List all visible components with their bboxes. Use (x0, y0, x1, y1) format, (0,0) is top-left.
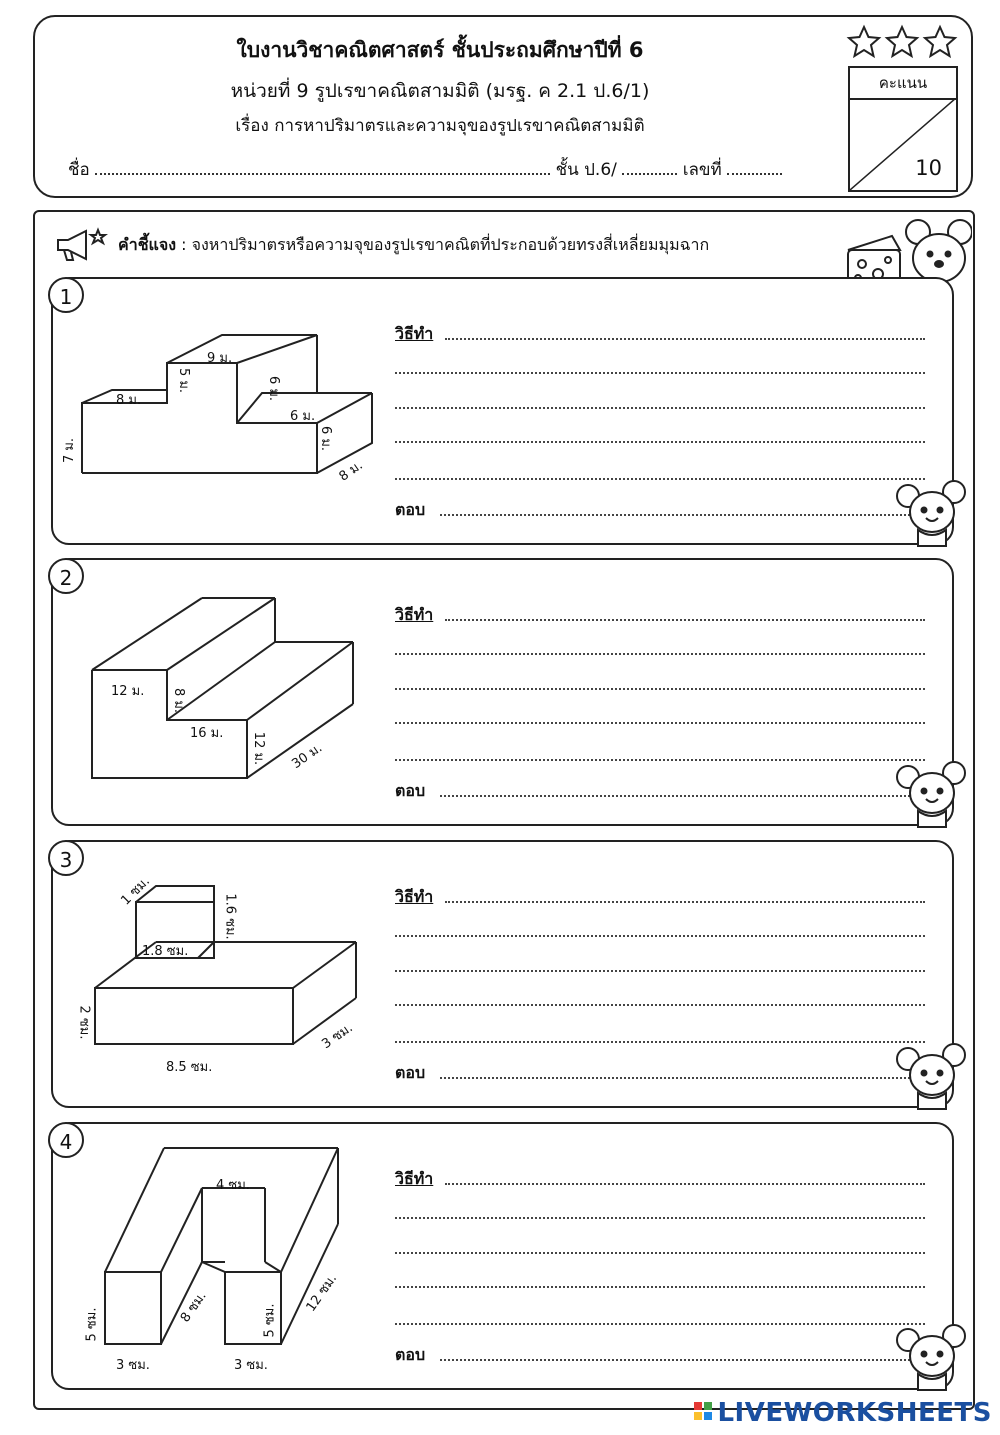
figure-4-label: 5 ซม. (262, 1303, 278, 1338)
figure-2-label: 12 ม. (251, 731, 267, 766)
answer-line[interactable] (445, 901, 925, 903)
figure-4-label: 3 ซม. (116, 1358, 150, 1373)
answer-line[interactable] (395, 970, 925, 972)
figure-3-label: 1 ซม. (118, 873, 153, 909)
mouse-icon (892, 1322, 972, 1400)
answer-line[interactable] (395, 478, 925, 480)
answer-line[interactable] (395, 935, 925, 937)
final-answer-field[interactable] (440, 795, 910, 797)
question-number: 1 (48, 277, 84, 313)
final-answer-field[interactable] (440, 1077, 910, 1079)
answer-line[interactable] (395, 759, 925, 761)
method-label: วิธีทำ (395, 324, 434, 343)
figure-4-label: 3 ซม. (234, 1358, 268, 1373)
figure-3-label: 3 ซม. (319, 1020, 356, 1053)
figure-4-label: 4 ซม. (216, 1178, 250, 1193)
answer-line[interactable] (395, 1323, 925, 1325)
answer-line[interactable] (395, 1041, 925, 1043)
figure-1-label: 8 ม. (336, 457, 366, 485)
final-answer-field[interactable] (440, 1359, 910, 1361)
figure-1-label: 6 ม. (290, 409, 316, 424)
answer-line[interactable] (395, 407, 925, 409)
instructions-label: คำชี้แจง (118, 235, 177, 254)
footer-brand: LIVEWORKSHEETS (717, 1398, 992, 1428)
figure-1-label: 7 ม. (62, 437, 78, 464)
worksheet-topic: เรื่อง การหาปริมาตรและความจุของรูปเรขาคณิตสามมิติ (235, 116, 645, 136)
number-label: เลขที่ (682, 160, 722, 180)
answer-line[interactable] (395, 372, 925, 374)
class-label: ชั้น ป.6/ (555, 160, 617, 180)
figure-1-label: 6 ม. (266, 375, 282, 402)
figure-4-label: 5 ซม. (84, 1307, 100, 1342)
figure-3-label: 1.8 ซม. (142, 944, 189, 959)
number-field[interactable] (727, 159, 782, 175)
liveworksheets-badge-icon (693, 1401, 713, 1427)
answer-line[interactable] (395, 653, 925, 655)
answer-line[interactable] (395, 1217, 925, 1219)
score-box (848, 66, 958, 192)
figure-3-label: 2 ซม. (76, 1005, 92, 1040)
liveworksheets-logo (693, 1398, 992, 1427)
question-number: 3 (48, 840, 84, 876)
answer-label: ตอบ (395, 781, 426, 800)
figure-4-label: 12 ซม. (303, 1271, 341, 1315)
figure-3-label: 1.6 ซม. (222, 893, 238, 940)
figure-4-label: 8 ซม. (177, 1288, 210, 1326)
name-field[interactable] (95, 159, 550, 175)
name-label: ชื่อ (68, 160, 90, 180)
mouse-icon (892, 759, 972, 837)
method-label: วิธีทำ (395, 1169, 434, 1188)
answer-line[interactable] (445, 1183, 925, 1185)
answer-line[interactable] (395, 1252, 925, 1254)
class-field[interactable] (622, 159, 677, 175)
megaphone-icon (54, 226, 108, 266)
mouse-icon (892, 478, 972, 556)
figure-1-label: 9 ม. (207, 351, 233, 366)
figure-2-label: 30 ม. (289, 740, 326, 773)
question-number: 4 (48, 1122, 84, 1158)
worksheet-title: ใบงานวิชาคณิตศาสตร์ ชั้นประถมศึกษาปีที่ 6 (236, 38, 644, 62)
score-label: คะแนน (850, 68, 956, 100)
answer-label: ตอบ (395, 1345, 426, 1364)
answer-line[interactable] (395, 1004, 925, 1006)
answer-line[interactable] (395, 688, 925, 690)
figure-3-label: 8.5 ซม. (166, 1060, 213, 1075)
answer-label: ตอบ (395, 500, 426, 519)
figure-2-label: 12 ม. (111, 684, 145, 699)
answer-line[interactable] (445, 338, 925, 340)
method-label: วิธีทำ (395, 605, 434, 624)
answer-label: ตอบ (395, 1063, 426, 1082)
figure-1-label: 8 ม. (116, 393, 142, 408)
figure-1-label: 5 ม. (176, 367, 192, 394)
name-row (68, 156, 782, 183)
final-answer-field[interactable] (440, 514, 910, 516)
worksheet-unit: หน่วยที่ 9 รูปเรขาคณิตสามมิติ (มรฐ. ค 2.1 ป.6/1) (230, 80, 650, 102)
star-rating-icon (846, 24, 958, 64)
figure-2-label: 16 ม. (190, 726, 224, 741)
instructions-text: : จงหาปริมาตรหรือความจุของรูปเรขาคณิตที่ประกอบด้วยทรงสี่เหลี่ยมมุมฉาก (181, 235, 710, 254)
question-number: 2 (48, 558, 84, 594)
score-max: 10 (915, 156, 942, 180)
answer-line[interactable] (445, 619, 925, 621)
figure-1-label: 6 ม. (318, 425, 334, 452)
mouse-icon (892, 1041, 972, 1119)
method-label: วิธีทำ (395, 887, 434, 906)
instructions (118, 233, 709, 258)
answer-line[interactable] (395, 722, 925, 724)
answer-line[interactable] (395, 441, 925, 443)
answer-line[interactable] (395, 1286, 925, 1288)
figure-2-label: 8 ม. (171, 687, 187, 714)
